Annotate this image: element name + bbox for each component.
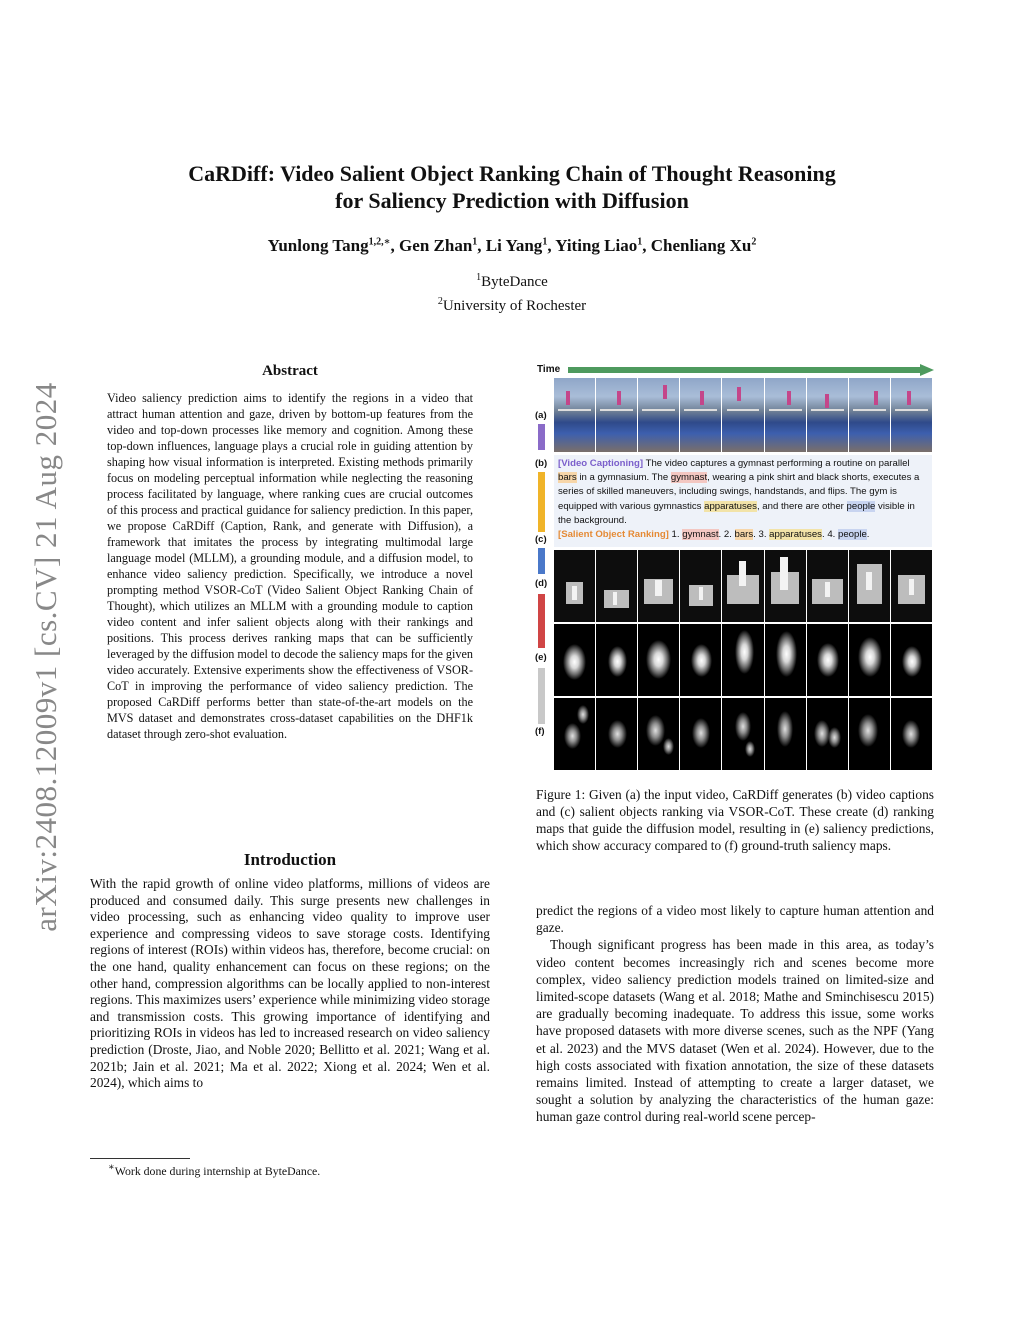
ground-truth-map	[765, 698, 806, 770]
author-list: Yunlong Tang$^{1,2,∗}$, Gen Zhan$^1$, Li Yang$^1$, Yiting Liao$^1$, Chenliang Xu$^2$	[267, 236, 757, 255]
ground-truth-map	[722, 698, 763, 770]
title-line-1: CaRDiff: Video Salient Object Ranking Chain of Thought Reasoning	[188, 161, 836, 186]
saliency-prediction	[849, 624, 890, 696]
label-b: (b)	[535, 458, 548, 469]
arrow-a	[538, 424, 545, 450]
video-frame	[638, 378, 679, 452]
ground-truth-map	[554, 698, 595, 770]
ranking-map	[765, 550, 806, 622]
label-e: (e)	[535, 652, 547, 663]
author-name: Yiting Liao	[555, 236, 638, 255]
affiliation: $^2$University of Rochester	[437, 296, 587, 314]
affiliations	[0, 268, 1024, 316]
video-frame	[554, 378, 595, 452]
video-frame	[849, 378, 890, 452]
figure-caption: Figure 1: Given (a) the input video, CaRDiff generates (b) video captions and (c) salient objects ranking via VSOR-CoT. These create (d) ranking maps that guide the diffusion model, resulting in (e) saliency predictions, which show accuracy compared to (f) ground-truth saliency maps.	[536, 787, 934, 853]
saliency-prediction	[807, 624, 848, 696]
saliency-prediction	[722, 624, 763, 696]
video-captioning-tag: [Video Captioning]	[558, 458, 644, 469]
salient-object-ranking-tag: [Salient Object Ranking]	[558, 529, 669, 541]
video-frame	[596, 378, 637, 452]
ranking-map	[849, 550, 890, 622]
video-frame	[765, 378, 806, 452]
author-name: Gen Zhan	[399, 236, 473, 255]
ranking-map	[596, 550, 637, 622]
label-f: (f)	[535, 726, 545, 737]
ranking-map	[680, 550, 721, 622]
ranking-maps	[554, 550, 932, 622]
author-affil-mark: 1	[472, 236, 478, 248]
author-affil-mark: 1,2,∗	[368, 236, 391, 248]
saliency-prediction	[638, 624, 679, 696]
video-frame	[722, 378, 763, 452]
footnote-rule	[90, 1158, 190, 1159]
label-a: (a)	[535, 410, 547, 421]
ranking-map	[554, 550, 595, 622]
introduction-heading: Introduction	[243, 850, 337, 869]
author-name: Chenliang Xu	[650, 236, 752, 255]
ground-truth-map	[849, 698, 890, 770]
author-name: Li Yang	[485, 236, 543, 255]
author-affil-mark: 1	[542, 236, 548, 248]
ground-truth-map	[680, 698, 721, 770]
ranking-map	[891, 550, 932, 622]
ground-truth-maps	[554, 698, 932, 770]
vsor-cot-text-box: [Video Captioning] The video captures a gymnast performing a routine on parallel bars in a gymnasium. The gymnast, wearing a pink shirt and black shorts, executes a series of skilled maneuvers, including swings, handstands, and flips. The gym is equipped with various gymnastics apparatuses, and there are other people visible in the background. [Salient Object Ranking] 1. gymnast. 2. bars. 3. apparatuses. 4. people.	[554, 455, 932, 547]
saliency-prediction	[765, 624, 806, 696]
arxiv-stamp: arXiv:2408.12009v1 [cs.CV] 21 Aug 2024	[28, 382, 63, 932]
footnote: ∗Work done during internship at ByteDance.	[108, 1162, 321, 1178]
saliency-prediction	[554, 624, 595, 696]
label-c: (c)	[535, 534, 547, 545]
time-arrow	[568, 364, 934, 376]
affiliation: $^1$ByteDance	[476, 272, 548, 290]
ground-truth-map	[596, 698, 637, 770]
figure-1	[534, 360, 934, 772]
right-column-body	[536, 902, 934, 1126]
paper-title	[0, 160, 1024, 214]
abstract-body: Video saliency prediction aims to identify the regions in a video that attract human attention and gaze, driven by bottom-up features from the video and top-down processes like memory and cognition. Among these top-down influences, language plays a crucial role in guiding attention by shaping how visual information is interpreted. Existing methods primarily focus on modeling perceptual information while neglecting the reasoning process facilitated by language, where ranking cues are crucial outcomes of this process and practical guidance for saliency prediction. In this paper, we propose CaRDiff (Caption, Rank, and generate with Diffusion), a framework that imitates the process by integrating multimodal large language model (MLLM), a grounding module, and a diffusion model, to enhance video saliency prediction. Specifically, we introduce a novel prompting method VSOR-CoT (Video Salient Object Ranking Chain of Thought), which utilizes an MLLM with a grounding module to caption video content and infer salient objects along with their rankings and positions. This process derives ranking maps that can be sufficiently leveraged by the diffusion model to decode the saliency maps for the given video accurately. Extensive experiments show the effectiveness of VSOR-CoT in improving the performance of video saliency prediction. The proposed CaRDiff performs better than state-of-the-art models on the MVS dataset and demonstrates cross-dataset capabilities on the DHF1k dataset through zero-shot evaluation.	[107, 391, 473, 741]
ground-truth-map	[891, 698, 932, 770]
saliency-prediction	[596, 624, 637, 696]
time-label: Time	[537, 364, 561, 375]
arrow-b	[538, 472, 545, 532]
ground-truth-map	[807, 698, 848, 770]
arrow-d	[538, 594, 545, 648]
video-frame	[807, 378, 848, 452]
ranking-map	[722, 550, 763, 622]
ground-truth-map	[638, 698, 679, 770]
video-frame	[891, 378, 932, 452]
paragraph: Though significant progress has been made in this area, as today’s video content becomes increasingly rich and scenes become more complex, video saliency prediction models trained on limited-size and limited-scope datasets (Wang et al. 2018; Mathe and Sminchisescu 2015) are gradually becoming inadequate. To address this issue, some works have proposed datasets with more diverse scenes, such as the NPF (Yang et al. 2023) and the MVS dataset (Wen et al. 2024). However, due to the high costs associated with fixation annotation, the size of these datasets remains limited. Instead of attempting to create a larger dataset, we sought a solution by analyzing the characteristics of the human gaze: human gaze control during real-world scene percep-	[536, 937, 934, 1125]
author-name: Yunlong Tang	[267, 236, 369, 255]
input-video-frames	[554, 378, 932, 452]
introduction-body: With the rapid growth of online video platforms, millions of videos are produced and consumed daily. This surge presents new challenges in video processing, such as enhancing video quality to improve user experience and compressing videos to save storage costs. Identifying regions of interest (ROIs) within videos has, therefore, become crucial: on the one hand, quality enhancement can focus on these regions; on the other hand, compression algorithms can be locally applied to non-interest regions. This maximizes users’ experience while minimizing video storage and transmission costs. This growing importance of identifying and prioritizing ROIs in videos has led to increased research on video saliency prediction (Droste, Jiao, and Noble 2020; Bellitto et al. 2021; Wang et al. 2021b; Jain et al. 2021; Ma et al. 2022; Xiong et al. 2024; Wen et al. 2024), which aims to	[90, 876, 490, 1091]
saliency-prediction	[891, 624, 932, 696]
saliency-predictions	[554, 624, 932, 696]
title-line-2: for Saliency Prediction with Diffusion	[335, 188, 689, 213]
author-affil-mark: 2	[751, 236, 757, 248]
author-affil-mark: 1	[637, 236, 643, 248]
paragraph: predict the regions of a video most likely to capture human attention and gaze.	[536, 903, 934, 936]
ranking-map	[807, 550, 848, 622]
ranking-map	[638, 550, 679, 622]
label-d: (d)	[535, 578, 548, 589]
arrow-c	[538, 548, 545, 574]
video-frame	[680, 378, 721, 452]
abstract-heading: Abstract	[262, 363, 318, 379]
arrow-e	[538, 668, 545, 724]
saliency-prediction	[680, 624, 721, 696]
